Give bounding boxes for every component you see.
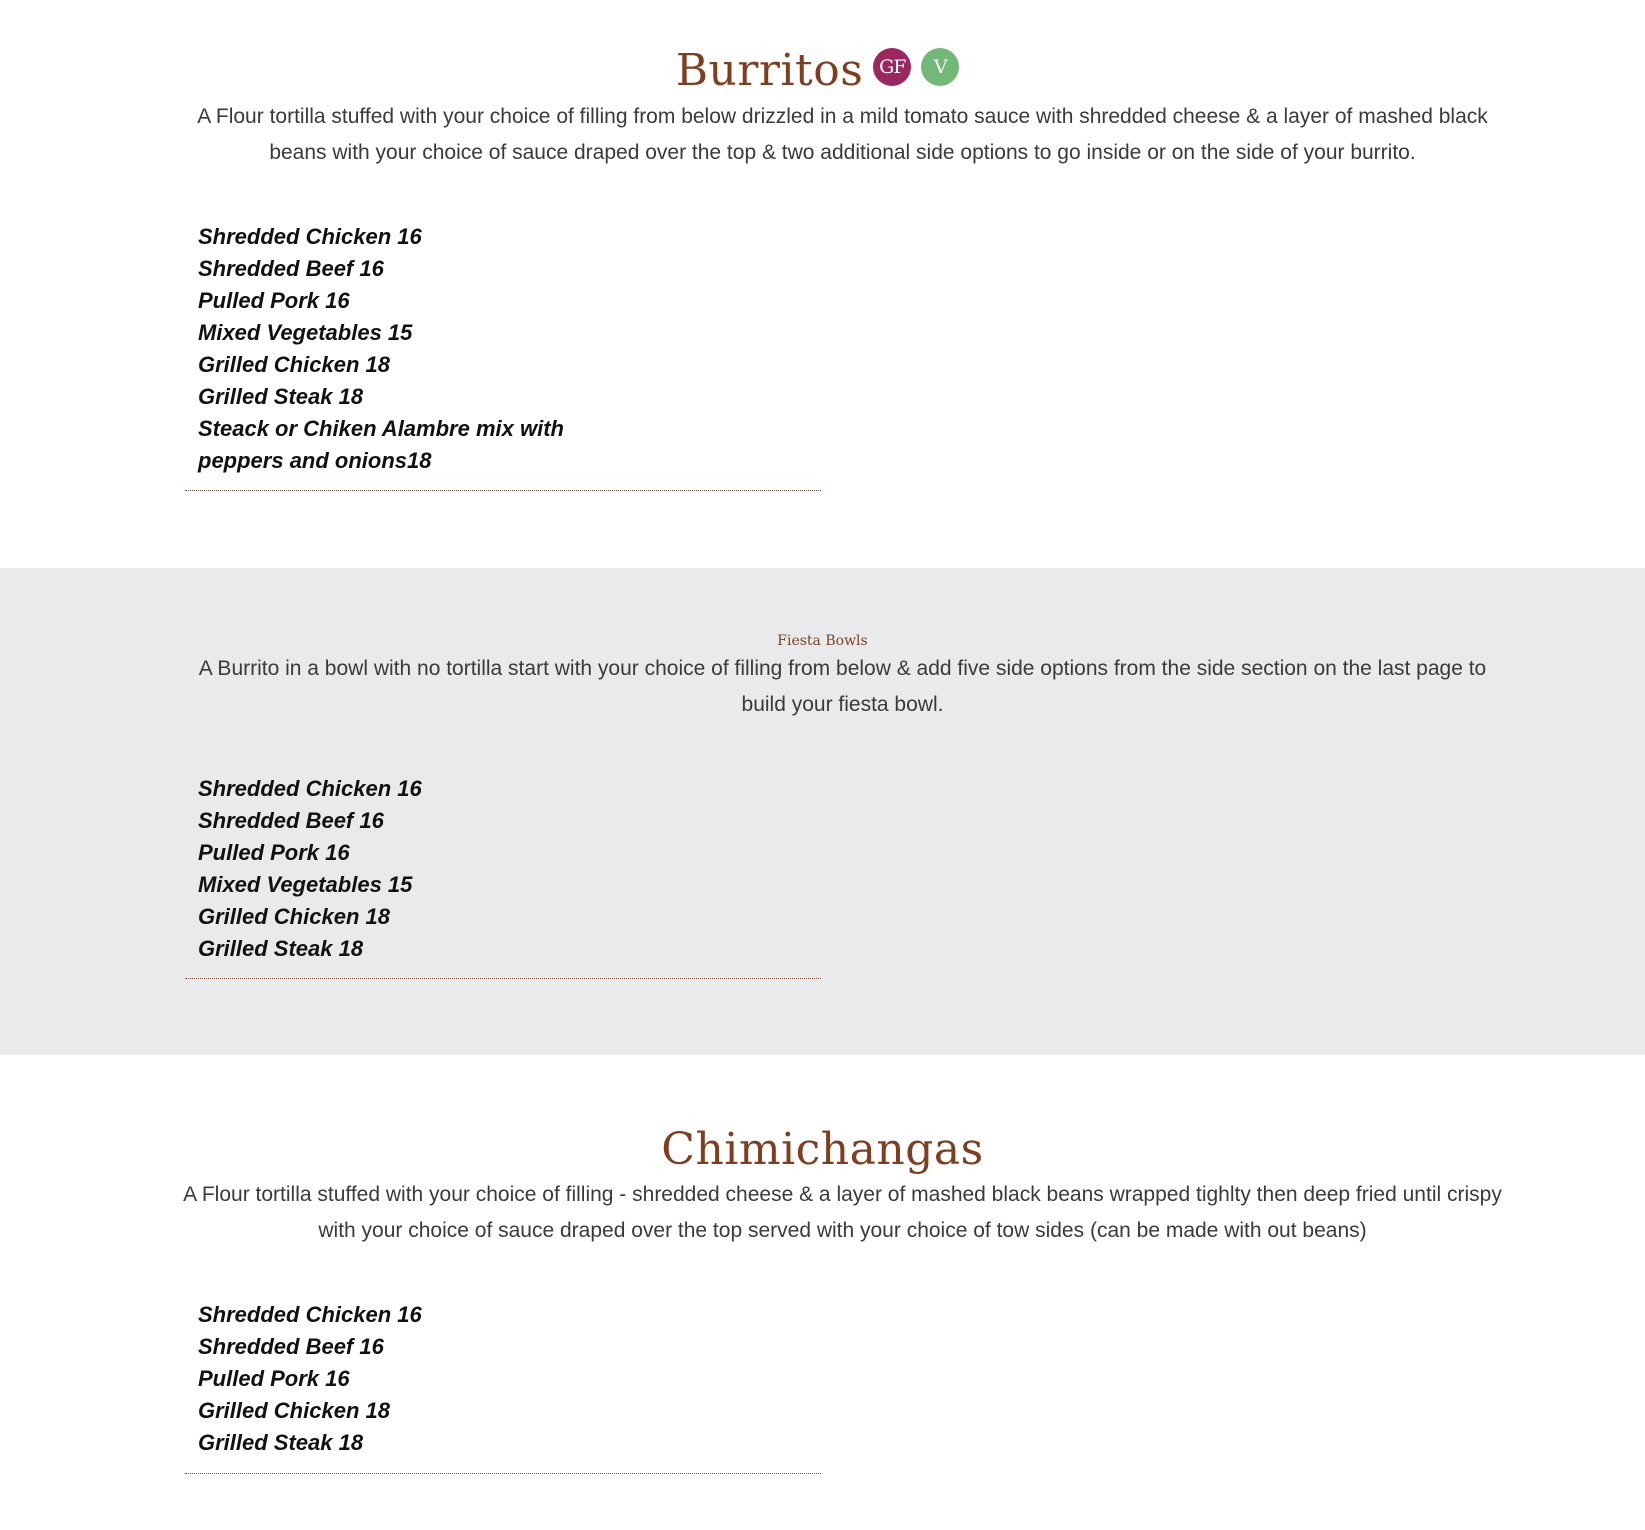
list-item: Steack or Chiken Alambre mix with peppers and onions18: [198, 416, 564, 473]
burritos-title: Burritos: [675, 45, 864, 96]
dotted-divider: [185, 490, 821, 491]
chimichangas-title: Chimichangas: [661, 1124, 984, 1175]
list-item: Grilled Steak 18: [198, 1430, 364, 1455]
list-item: Shredded Beef 16: [198, 1334, 384, 1359]
list-item: Shredded Chicken 16: [198, 776, 422, 801]
dotted-divider: [185, 978, 821, 979]
list-item: Shredded Chicken 16: [198, 224, 422, 249]
list-item: Shredded Beef 16: [198, 808, 384, 833]
list-item: Shredded Beef 16: [198, 256, 384, 281]
burritos-title-row: [0, 46, 1645, 98]
list-item: Pulled Pork 16: [198, 1366, 350, 1391]
chimichangas-section: [0, 1055, 1645, 1530]
list-item: Grilled Chicken 18: [198, 352, 390, 377]
fiesta-bowls-title: Fiesta Bowls: [777, 633, 868, 649]
list-item: Pulled Pork 16: [198, 288, 350, 313]
burritos-description: A Flour tortilla stuffed with your choice of filling from below drizzled in a mild tomato sauce with shredded cheese & a layer of mashed black beans with your choice of sauce draped over the top & two additional side options to go inside or on the side of your burrito.: [197, 105, 1488, 164]
fiesta-bowls-description: A Burrito in a bowl with no tortilla start with your choice of filling from below & add five side options from the side section on the last page to build your fiesta bowl.: [198, 657, 1487, 716]
vegetarian-badge: V: [921, 48, 959, 86]
dotted-divider: [185, 1473, 821, 1474]
list-item: Grilled Chicken 18: [198, 1398, 390, 1423]
list-item: Mixed Vegetables 15: [198, 320, 413, 345]
chimichangas-item-list: [198, 1299, 618, 1459]
burritos-item-list: [198, 221, 618, 477]
burritos-section: [0, 0, 1645, 568]
list-item: Grilled Chicken 18: [198, 904, 390, 929]
fiesta-bowls-item-list: [198, 773, 618, 965]
list-item: Grilled Steak 18: [198, 384, 364, 409]
fiesta-bowls-section: [0, 568, 1645, 1055]
list-item: Grilled Steak 18: [198, 936, 364, 961]
chimichangas-description: A Flour tortilla stuffed with your choice of filling - shredded cheese & a layer of mashed black beans wrapped tighlty then deep fried until crispy with your choice of sauce draped over the top served with your choice of tow sides (can be made with out beans): [183, 1183, 1502, 1242]
dietary-badges: [873, 34, 969, 86]
list-item: Shredded Chicken 16: [198, 1302, 422, 1327]
gluten-free-badge: GF: [873, 48, 911, 86]
list-item: Mixed Vegetables 15: [198, 872, 413, 897]
list-item: Pulled Pork 16: [198, 840, 350, 865]
